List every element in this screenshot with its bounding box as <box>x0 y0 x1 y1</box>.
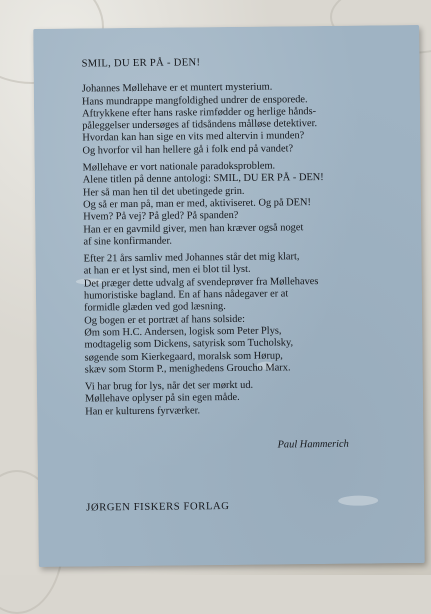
author-signature: Paul Hammerich <box>277 438 349 451</box>
paragraph-closing <box>85 378 415 418</box>
text-line: Han er en gavmild giver, men han kræver også noget <box>83 221 304 236</box>
text-line: Og så er man på, man er med, aktiviseret. Og på DEN! <box>82 197 312 211</box>
text-line: af sine konfirmander. <box>83 235 173 248</box>
text-line: skæv som Storm P., menighedens Groucho Marx. <box>84 362 291 376</box>
text-line: Og hvorfor vil han hellere gå i folk end på vandet? <box>82 143 294 157</box>
text-line: formidle glæden ved god læsning. <box>84 301 226 314</box>
text-line: Efter 21 års samliv med Johannes står det mig klart, <box>83 251 300 265</box>
text-line: humoristiske bagland. En af hans nådegaver er at <box>83 288 289 302</box>
cover-title: SMIL, DU ER PÅ - DEN! <box>81 57 201 70</box>
text-line: Møllehave oplyser på sin egen måde. <box>85 392 240 405</box>
blurb-text <box>82 55 416 423</box>
text-line: Alene titlen på denne antologi: SMIL, DU ER PÅ - DEN! <box>82 172 324 186</box>
paragraph-portrait <box>84 250 415 376</box>
text-line: Det præger dette udvalg af svendeprøver fra Møllehaves <box>83 275 319 290</box>
book-back-cover <box>33 25 425 567</box>
text-line: søgende som Kierkegaard, moralsk som Hørup, <box>84 349 283 364</box>
text-line: påleggelser undersøges af tidsåndens målløse detektiver. <box>82 118 318 132</box>
paragraph-paradox <box>83 159 414 249</box>
text-line: modtagelig som Dickens, satyrisk som Tucholsky, <box>84 337 294 351</box>
text-line: Møllehave er vort nationale paradoksproblem. <box>82 160 276 174</box>
text-line: Johannes Møllehave er et muntert mysterium. <box>81 81 273 95</box>
text-line: Øm som H.C. Andersen, logisk som Peter Plys, <box>84 325 282 339</box>
cover-wear-mark <box>338 495 378 505</box>
text-line: Aftrykkene efter hans raske rimfødder og herlige hånds- <box>82 105 317 120</box>
text-line: Og bogen er et portræt af hans solside: <box>84 313 246 327</box>
paragraph-intro <box>82 80 413 157</box>
text-line: Hans mundrappe mangfoldighed undrer de ensporede. <box>81 93 308 108</box>
text-line: Han er kulturens fyrværker. <box>85 405 201 418</box>
text-line: at han er et lyst sind, men ei blot til lyst. <box>83 264 251 277</box>
text-line: Hvem? På vej? På gled? På spanden? <box>83 210 239 223</box>
text-line: Her så man hen til det ubetingede grin. <box>82 185 245 199</box>
text-line: Vi har brug for lys, når det ser mørkt ud. <box>84 379 254 393</box>
publisher-name: JØRGEN FISKERS FORLAG <box>86 501 230 514</box>
text-line: Hvordan kan han sige en vits med altervin i munden? <box>82 130 305 145</box>
